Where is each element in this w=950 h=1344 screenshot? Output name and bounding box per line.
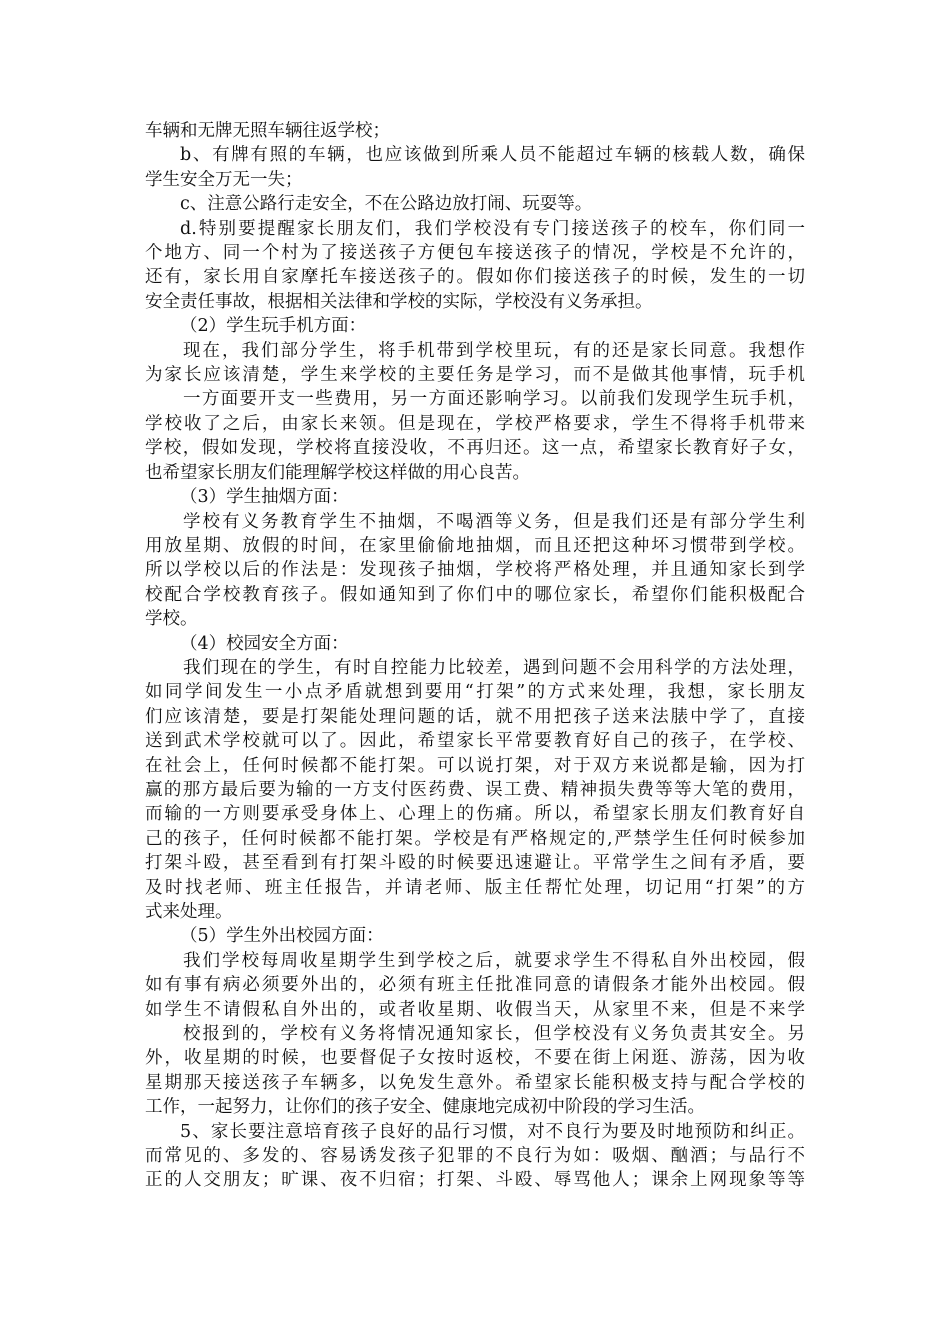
text-line: 学校。 — [145, 609, 198, 630]
text-line: 赢的那方最后要为输的一方支付医药费、误工费、精神损失费等等大笔的费用， — [145, 779, 805, 800]
text-line: 5、家长要注意培育孩子良好的品行习惯，对不良行为要及时地预防和纠正。 — [180, 1121, 805, 1142]
text-line: 用放星期、放假的时间，在家里偷偷地抽烟，而且还把这种坏习惯带到学校。 — [145, 535, 805, 556]
text-line: 校配合学校教育孩子。假如通知到了你们中的哪位家长，希望你们能积极配合 — [145, 584, 805, 605]
text-line: 打架斗殴，甚至看到有打架斗殴的时候要迅速避让。平常学生之间有矛盾，要 — [145, 853, 805, 874]
text-line: 学生安全万无一失； — [145, 169, 303, 190]
document-page — [145, 119, 805, 1193]
text-line: 车辆和无牌无照车辆往返学校； — [145, 121, 390, 141]
text-line: 学校有义务教育学生不抽烟，不喝酒等义务，但是我们还是有部分学生利 — [183, 511, 805, 532]
text-line: 现在，我们部分学生，将手机带到学校里玩，有的还是家长同意。我想作 — [183, 340, 805, 361]
text-line: 所以学校以后的作法是：发现孩子抽烟，学校将严格处理，并且通知家长到学 — [145, 560, 805, 581]
text-line: c、注意公路行走安全，不在公路边放打闹、玩耍等。 — [180, 194, 593, 215]
text-line: 外，收星期的时候，也要督促子女按时返校，不要在街上闲逛、游荡，因为收 — [145, 1048, 805, 1069]
text-line: 也希望家长朋友们能理解学校这样做的用心良苦。 — [145, 462, 530, 483]
text-line: 安全责任事故，根据相关法律和学校的实际，学校没有义务承担。 — [145, 291, 653, 312]
text-line: 己的孩子，任何时候都不能打架。学校是有严格规定的,严禁学生任何时候参加 — [145, 828, 805, 849]
text-line: 及时找老师、班主任报告，并请老师、版主任帮忙处理，切记用“打架”的方 — [145, 877, 805, 898]
text-line: 工作，一起努力，让你们的孩子安全、健康地完成初中阶段的学习生活。 — [145, 1097, 705, 1118]
text-line: 一方面要开支一些费用，另一方面还影响学习。以前我们发现学生玩手机， — [183, 389, 805, 410]
text-line: 们应该清楚，要是打架能处理问题的话，就不用把孩子送来法脿中学了，直接 — [145, 706, 805, 727]
text-line: 学校收了之后，由家长来领。但是现在，学校严格要求，学生不得将手机带来 — [145, 413, 805, 434]
text-line: 校报到的，学校有义务将情况通知家长，但学校没有义务负责其安全。另 — [183, 1024, 805, 1045]
text-line: 如学生不请假私自外出的，或者收星期、收假当天，从家里不来，但是不来学 — [145, 999, 805, 1020]
text-line: （4）校园安全方面： — [180, 633, 349, 654]
text-line: （2）学生玩手机方面： — [180, 316, 367, 337]
text-line: 而常见的、多发的、容易诱发孩子犯罪的不良行为如：吸烟、酗酒；与品行不 — [145, 1146, 805, 1167]
text-line: d.特别要提醒家长朋友们，我们学校没有专门接送孩子的校车，你们同一 — [180, 218, 805, 239]
text-line: 式来处理。 — [145, 902, 233, 922]
text-line: 我们学校每周收星期学生到学校之后，就要求学生不得私自外出校园，假 — [183, 950, 805, 971]
text-line: 星期那天接送孩子车辆多，以免发生意外。希望家长能积极支持与配合学校的 — [145, 1072, 805, 1093]
text-line: 而输的一方则要承受身体上、心理上的伤痛。所以，希望家长朋友们教育好自 — [145, 804, 805, 825]
text-line: 如有事有病必须要外出的，必须有班主任批准同意的请假条才能外出校园。假 — [145, 975, 805, 996]
text-line: 个地方、同一个村为了接送孩子方便包车接送孩子的情况，学校是不允许的， — [145, 243, 805, 264]
text-line: （3）学生抽烟方面： — [180, 487, 349, 508]
text-line: （5）学生外出校园方面： — [180, 926, 384, 947]
text-line: 送到武术学校就可以了。因此，希望家长平常要教育好自己的孩子，在学校、 — [145, 731, 805, 752]
text-line: 在社会上，任何时候都不能打架。可以说打架，对于双方来说都是输，因为打 — [145, 755, 805, 776]
text-line: b、有牌有照的车辆，也应该做到所乘人员不能超过车辆的核载人数，确保 — [180, 145, 805, 166]
text-line: 我们现在的学生，有时自控能力比较差，遇到问题不会用科学的方法处理， — [183, 657, 805, 678]
text-line: 为家长应该清楚，学生来学校的主要任务是学习，而不是做其他事情，玩手机 — [145, 365, 805, 386]
text-line: 还有，家长用自家摩托车接送孩子的。假如你们接送孩子的时候，发生的一切 — [145, 267, 805, 288]
text-line: 学校，假如发现，学校将直接没收，不再归还。这一点，希望家长教育好子女， — [145, 438, 805, 459]
text-line: 如同学间发生一小点矛盾就想到要用“打架”的方式来处理，我想，家长朋友 — [145, 682, 805, 703]
text-line: 正的人交朋友；旷课、夜不归宿；打架、斗殴、辱骂他人；课余上网现象等等 — [145, 1170, 805, 1191]
